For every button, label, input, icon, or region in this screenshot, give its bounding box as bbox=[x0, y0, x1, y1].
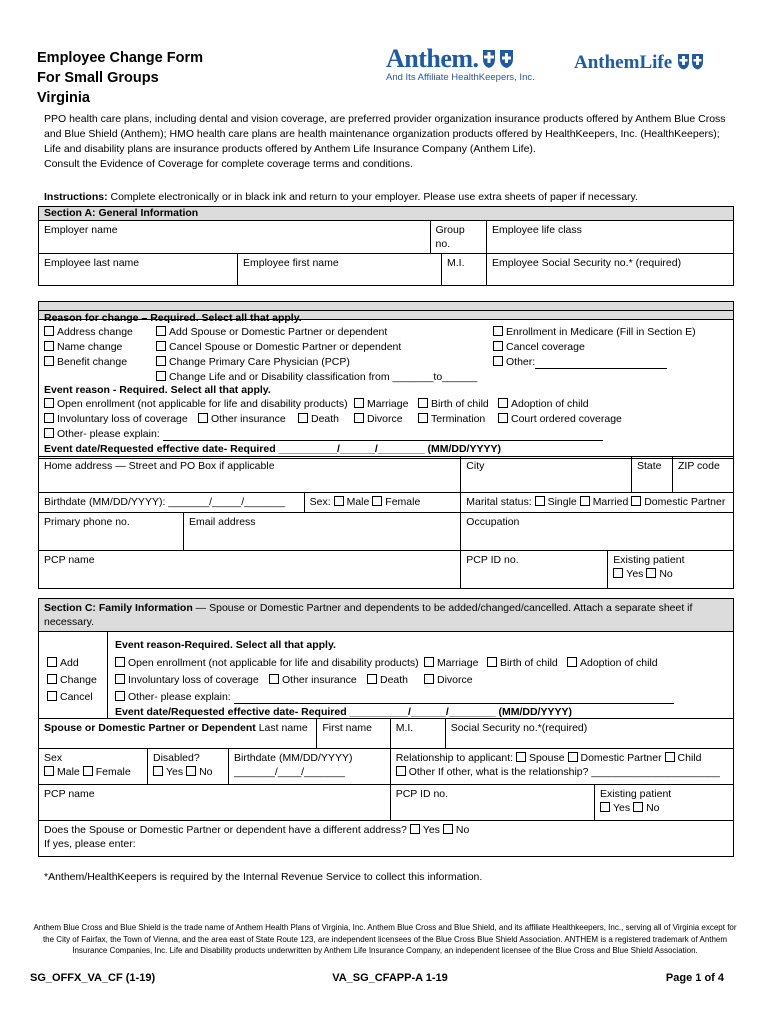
birthdate-field[interactable]: Birthdate (MM/DD/YYYY): _______/_____/_______ bbox=[39, 493, 305, 513]
dependent-birthdate-blank: _______/____/_______ bbox=[234, 766, 345, 778]
medicare-label: Enrollment in Medicare (Fill in Section E) bbox=[506, 326, 696, 338]
reason-table bbox=[38, 310, 734, 459]
dependent-female-label: Female bbox=[95, 766, 131, 778]
dependent-mi-field[interactable]: M.I. bbox=[390, 719, 445, 749]
different-address-no-checkbox[interactable] bbox=[443, 824, 453, 834]
other-insurance-option[interactable] bbox=[198, 412, 286, 426]
cancel-spouse-label: Cancel Spouse or Domestic Partner or dependent bbox=[169, 341, 402, 353]
family-other-insurance-checkbox[interactable] bbox=[269, 674, 279, 684]
different-address-field bbox=[39, 821, 734, 857]
family-change-label: Change bbox=[60, 674, 97, 686]
family-open-enrollment-option[interactable] bbox=[115, 656, 419, 670]
employer-name-field[interactable]: Employer name bbox=[39, 221, 431, 254]
female-label: Female bbox=[385, 496, 421, 508]
instructions-text: Complete electronically or in black ink and return to your employer. Please use extra sheets of paper if necessary. bbox=[107, 191, 638, 203]
court-checkbox[interactable] bbox=[498, 413, 508, 423]
divorce-checkbox[interactable] bbox=[354, 413, 364, 423]
birth-checkbox[interactable] bbox=[418, 398, 428, 408]
family-add-option[interactable] bbox=[47, 656, 79, 670]
home-address-field[interactable]: Home address — Street and PO Box if applicable bbox=[39, 457, 461, 493]
different-address-yes-checkbox[interactable] bbox=[410, 824, 420, 834]
termination-option[interactable] bbox=[418, 412, 485, 426]
occupation-field[interactable]: Occupation bbox=[461, 513, 734, 551]
family-add-checkbox[interactable] bbox=[47, 657, 57, 667]
relationship-spouse-checkbox[interactable] bbox=[516, 752, 526, 762]
family-event-date-label[interactable]: Event date/Requested effective date- Required __________/______/________ (MM/DD/YYYY) bbox=[115, 706, 572, 718]
family-other-checkbox[interactable] bbox=[115, 691, 125, 701]
blue-cross-shield-icon bbox=[481, 47, 517, 69]
group-no-field[interactable]: Group no. bbox=[430, 221, 486, 254]
event-date-label[interactable]: Event date/Requested effective date- Required __________/______/________ (MM/DD/YYYY) bbox=[44, 443, 501, 455]
dependent-pcp-id-field[interactable]: PCP ID no. bbox=[390, 785, 594, 821]
different-address-yes-label: Yes bbox=[422, 824, 440, 836]
relationship-label: Relationship to applicant: bbox=[395, 752, 514, 764]
family-marriage-checkbox[interactable] bbox=[424, 657, 434, 667]
cancel-coverage-option[interactable] bbox=[493, 340, 585, 354]
disabled-yes-label: Yes bbox=[166, 766, 184, 778]
disabled-no-checkbox[interactable] bbox=[186, 766, 196, 776]
disabled-no-label: No bbox=[199, 766, 213, 778]
dependent-last-name-field[interactable] bbox=[39, 719, 317, 749]
existing-patient-field bbox=[608, 551, 734, 589]
dependent-male-checkbox[interactable] bbox=[44, 766, 54, 776]
death-checkbox[interactable] bbox=[298, 413, 308, 423]
divorce-label: Divorce bbox=[367, 413, 403, 425]
dependent-existing-yes-checkbox[interactable] bbox=[600, 802, 610, 812]
family-adoption-option[interactable] bbox=[567, 656, 658, 670]
disabled-yes-checkbox[interactable] bbox=[153, 766, 163, 776]
life-class-field[interactable]: Employee life class bbox=[487, 221, 734, 254]
section-a-title: Section A: General Information bbox=[39, 207, 734, 221]
family-birth-option[interactable] bbox=[487, 656, 558, 670]
existing-yes-label: Yes bbox=[626, 568, 644, 580]
single-checkbox[interactable] bbox=[535, 496, 545, 506]
sex-field bbox=[304, 493, 461, 513]
family-cancel-checkbox[interactable] bbox=[47, 691, 57, 701]
anthem-life-shield-icon bbox=[677, 52, 707, 70]
family-death-label: Death bbox=[380, 674, 409, 686]
anthem-logo bbox=[386, 44, 535, 83]
family-birth-label: Birth of child bbox=[500, 657, 558, 669]
change-pcp-checkbox[interactable] bbox=[156, 356, 166, 366]
involuntary-option[interactable] bbox=[44, 412, 188, 426]
family-other-option[interactable] bbox=[115, 690, 674, 704]
relationship-child-label: Child bbox=[677, 752, 702, 764]
open-enrollment-option[interactable] bbox=[44, 397, 348, 411]
anthem-logo-word: Anthem. bbox=[386, 44, 479, 73]
existing-yes-checkbox[interactable] bbox=[613, 568, 623, 578]
pcp-name-field[interactable]: PCP name bbox=[39, 551, 461, 589]
ssn-field[interactable]: Employee Social Security no.* (required) bbox=[487, 254, 734, 286]
family-divorce-label: Divorce bbox=[437, 674, 473, 686]
marriage-option[interactable] bbox=[354, 397, 408, 411]
phone-field[interactable]: Primary phone no. bbox=[39, 513, 184, 551]
family-change-option[interactable] bbox=[47, 673, 97, 687]
open-enrollment-label: Open enrollment (not applicable for life and disability products) bbox=[57, 398, 348, 410]
change-pcp-option[interactable] bbox=[156, 355, 350, 369]
first-name-field[interactable]: Employee first name bbox=[238, 254, 442, 286]
sex-label: Sex: bbox=[309, 496, 331, 508]
family-other-label: Other- please explain: bbox=[128, 691, 231, 703]
dependent-birthdate-field[interactable] bbox=[229, 749, 391, 785]
pcp-id-field[interactable]: PCP ID no. bbox=[461, 551, 608, 589]
dependent-female-checkbox[interactable] bbox=[83, 766, 93, 776]
change-life-option[interactable] bbox=[156, 370, 477, 384]
family-add-label: Add bbox=[60, 657, 79, 669]
section-c-title-rest: — Spouse or Domestic Partner and dependents to be added/changed/cancelled. Attach a separate sheet if necessary. bbox=[44, 602, 693, 628]
name-change-option[interactable] bbox=[44, 340, 122, 354]
married-checkbox[interactable] bbox=[580, 496, 590, 506]
other-insurance-label: Other insurance bbox=[211, 413, 286, 425]
court-label: Court ordered coverage bbox=[511, 413, 622, 425]
change-life-checkbox[interactable] bbox=[156, 371, 166, 381]
reason-other-option[interactable] bbox=[493, 355, 667, 369]
family-cancel-option[interactable] bbox=[47, 690, 93, 704]
family-involuntary-checkbox[interactable] bbox=[115, 674, 125, 684]
marital-status-field bbox=[461, 493, 734, 513]
intro-paragraph-2: Consult the Evidence of Coverage for complete coverage terms and conditions. bbox=[44, 158, 413, 170]
add-spouse-option[interactable] bbox=[156, 325, 387, 339]
reason-other-checkbox[interactable] bbox=[493, 356, 503, 366]
domestic-partner-label: Domestic Partner bbox=[644, 496, 726, 508]
existing-no-label: No bbox=[659, 568, 673, 580]
intro-text bbox=[44, 112, 734, 172]
employee-details-table bbox=[38, 456, 734, 589]
divorce-option[interactable] bbox=[354, 412, 403, 426]
domestic-partner-checkbox[interactable] bbox=[631, 496, 641, 506]
relationship-domestic-checkbox[interactable] bbox=[568, 752, 578, 762]
adoption-option[interactable] bbox=[498, 397, 589, 411]
change-pcp-label: Change Primary Care Physician (PCP) bbox=[169, 356, 350, 368]
reason-title: Reason for change – Required. Select all that apply. bbox=[44, 312, 302, 324]
anthem-life-word: AnthemLife bbox=[574, 52, 673, 73]
male-checkbox[interactable] bbox=[334, 496, 344, 506]
footer-legal-text: Anthem Blue Cross and Blue Shield is the trade name of Anthem Health Plans of Virginia, Inc. Anthem Blue Cross and Blue Shield, and its affiliate Healthkeepers, Inc., serving all of Virginia except for the City of Fairfax, the Town of Vienna, and the area east of State Route 123, are independent licensees of the Blue Cross Blue Shield Association. ANTHEM is a registered trademark of Anthem Insurance Companies, Inc. Life and Disability products underwritten by Anthem Life Insurance Company, an independent licensee of the Blue Cross and Blue Shield Association. bbox=[33, 923, 737, 955]
relationship-child-checkbox[interactable] bbox=[665, 752, 675, 762]
reason-other-label: Other: bbox=[506, 356, 536, 368]
family-birth-checkbox[interactable] bbox=[487, 657, 497, 667]
other-insurance-checkbox[interactable] bbox=[198, 413, 208, 423]
family-involuntary-option[interactable] bbox=[115, 673, 259, 687]
family-open-enrollment-checkbox[interactable] bbox=[115, 657, 125, 667]
form-title bbox=[37, 48, 203, 108]
family-marriage-option[interactable] bbox=[424, 656, 478, 670]
family-other-input[interactable] bbox=[234, 703, 674, 704]
section-c-event-cell bbox=[39, 632, 734, 719]
family-change-checkbox[interactable] bbox=[47, 674, 57, 684]
dependent-existing-label: Existing patient bbox=[600, 788, 672, 800]
dependent-birthdate-label: Birthdate (MM/DD/YYYY) bbox=[234, 752, 353, 764]
irs-note: *Anthem/HealthKeepers is required by the Internal Revenue Service to collect this information. bbox=[44, 871, 483, 883]
cancel-coverage-checkbox[interactable] bbox=[493, 341, 503, 351]
city-field[interactable]: City bbox=[461, 457, 632, 493]
benefit-change-checkbox[interactable] bbox=[44, 356, 54, 366]
different-address-no-label: No bbox=[455, 824, 470, 836]
medicare-option[interactable] bbox=[493, 325, 696, 339]
relationship-spouse-label: Spouse bbox=[528, 752, 565, 764]
section-c-table bbox=[38, 598, 734, 857]
title-line-2: For Small Groups bbox=[37, 70, 159, 86]
open-enrollment-checkbox[interactable] bbox=[44, 398, 54, 408]
instructions bbox=[44, 191, 734, 203]
family-adoption-label: Adoption of child bbox=[580, 657, 658, 669]
dependent-male-label: Male bbox=[57, 766, 80, 778]
footer-page-number: Page 1 of 4 bbox=[665, 972, 724, 984]
anthem-life-logo bbox=[574, 52, 707, 74]
involuntary-checkbox[interactable] bbox=[44, 413, 54, 423]
dependent-sex-field bbox=[39, 749, 148, 785]
section-a-table bbox=[38, 206, 734, 320]
family-adoption-checkbox[interactable] bbox=[567, 657, 577, 667]
relationship-field bbox=[390, 749, 733, 785]
title-line-1: Employee Change Form bbox=[37, 50, 203, 66]
footer-form-code: SG_OFFX_VA_CF (1-19) bbox=[30, 972, 156, 984]
event-title: Event reason - Required. Select all that apply. bbox=[44, 384, 271, 396]
male-label: Male bbox=[346, 496, 370, 508]
dependent-disabled-field bbox=[148, 749, 229, 785]
birth-option[interactable] bbox=[418, 397, 489, 411]
existing-no-checkbox[interactable] bbox=[646, 568, 656, 578]
dependent-pcp-name-field[interactable]: PCP name bbox=[39, 785, 391, 821]
family-other-insurance-option[interactable] bbox=[269, 673, 357, 687]
involuntary-label: Involuntary loss of coverage bbox=[57, 413, 188, 425]
family-other-insurance-label: Other insurance bbox=[282, 674, 357, 686]
family-death-option[interactable] bbox=[367, 673, 408, 687]
zip-field[interactable]: ZIP code bbox=[673, 457, 734, 493]
address-change-checkbox[interactable] bbox=[44, 326, 54, 336]
benefit-change-option[interactable] bbox=[44, 355, 127, 369]
marriage-checkbox[interactable] bbox=[354, 398, 364, 408]
email-field[interactable]: Email address bbox=[184, 513, 461, 551]
death-label: Death bbox=[311, 413, 340, 425]
dependent-ssn-field[interactable]: Social Security no.*(required) bbox=[445, 719, 733, 749]
family-divorce-checkbox[interactable] bbox=[424, 674, 434, 684]
termination-label: Termination bbox=[431, 413, 486, 425]
dependent-last-name-label: Last name bbox=[255, 722, 308, 734]
medicare-checkbox[interactable] bbox=[493, 326, 503, 336]
existing-patient-label: Existing patient bbox=[613, 554, 685, 566]
different-address-question: Does the Spouse or Domestic Partner or dependent have a different address? bbox=[44, 824, 407, 836]
dependent-label: Spouse or Domestic Partner or Dependent bbox=[44, 722, 256, 734]
family-involuntary-label: Involuntary loss of coverage bbox=[128, 674, 259, 686]
name-change-checkbox[interactable] bbox=[44, 341, 54, 351]
relationship-other-label[interactable]: Other If other, what is the relationship? ______________________ bbox=[408, 766, 720, 778]
dependent-existing-no-label: No bbox=[646, 802, 660, 814]
family-divorce-option[interactable] bbox=[424, 673, 473, 687]
reason-cell bbox=[39, 311, 734, 459]
birth-label: Birth of child bbox=[431, 398, 489, 410]
mi-field[interactable]: M.I. bbox=[442, 254, 487, 286]
family-marriage-label: Marriage bbox=[437, 657, 479, 669]
event-other-checkbox[interactable] bbox=[44, 428, 54, 438]
death-option[interactable] bbox=[298, 412, 339, 426]
dependent-existing-patient-field bbox=[595, 785, 734, 821]
event-other-input[interactable] bbox=[163, 440, 603, 441]
change-life-label: Change Life and or Disability classification from _______to______ bbox=[169, 371, 478, 383]
female-checkbox[interactable] bbox=[372, 496, 382, 506]
cancel-coverage-label: Cancel coverage bbox=[506, 341, 585, 353]
marriage-label: Marriage bbox=[367, 398, 409, 410]
address-change-label: Address change bbox=[57, 326, 133, 338]
anthem-logo-subtitle: And Its Affiliate HealthKeepers, Inc. bbox=[386, 72, 535, 83]
dependent-sex-label: Sex bbox=[44, 752, 63, 764]
dependent-disabled-label: Disabled? bbox=[153, 752, 200, 764]
cancel-spouse-option[interactable] bbox=[156, 340, 401, 354]
section-c-title bbox=[39, 599, 734, 632]
state-field[interactable]: State bbox=[632, 457, 673, 493]
event-other-label: Other- please explain: bbox=[57, 428, 160, 440]
single-label: Single bbox=[547, 496, 577, 508]
relationship-other-checkbox[interactable] bbox=[396, 766, 406, 776]
married-label: Married bbox=[592, 496, 629, 508]
event-other-option[interactable] bbox=[44, 427, 603, 441]
title-line-3: Virginia bbox=[37, 90, 90, 106]
adoption-checkbox[interactable] bbox=[498, 398, 508, 408]
section-c-title-bold: Section C: Family Information bbox=[44, 602, 193, 614]
family-event-title: Event reason-Required. Select all that apply. bbox=[115, 639, 336, 651]
adoption-label: Adoption of child bbox=[511, 398, 589, 410]
marital-label: Marital status: bbox=[466, 496, 532, 508]
benefit-change-label: Benefit change bbox=[57, 356, 128, 368]
cancel-spouse-checkbox[interactable] bbox=[156, 341, 166, 351]
address-change-option[interactable] bbox=[44, 325, 133, 339]
footer-app-code: VA_SG_CFAPP-A 1-19 bbox=[332, 972, 448, 984]
court-option[interactable] bbox=[498, 412, 622, 426]
relationship-domestic-label: Domestic Partner bbox=[580, 752, 662, 764]
dependent-first-name-field[interactable]: First name bbox=[317, 719, 390, 749]
dependent-existing-no-checkbox[interactable] bbox=[633, 802, 643, 812]
reason-other-input[interactable] bbox=[535, 368, 667, 369]
family-open-enrollment-label: Open enrollment (not applicable for life and disability products) bbox=[128, 657, 419, 669]
add-spouse-checkbox[interactable] bbox=[156, 326, 166, 336]
last-name-field[interactable]: Employee last name bbox=[39, 254, 238, 286]
intro-paragraph-1: PPO health care plans, including dental and vision coverage, are preferred provider organization insurance products offered by Anthem Blue Cross and Blue Shield (Anthem); HMO health care plans are health maintenance organization products offered by HealthKeepers, Inc. (HealthKeepers); Life and disability plans are insurance products offered by Anthem Life Insurance Company (Anthem Life). bbox=[44, 113, 726, 155]
instructions-label: Instructions: bbox=[44, 191, 108, 203]
name-change-label: Name change bbox=[57, 341, 123, 353]
dependent-existing-yes-label: Yes bbox=[613, 802, 631, 814]
add-spouse-label: Add Spouse or Domestic Partner or dependent bbox=[169, 326, 388, 338]
family-death-checkbox[interactable] bbox=[367, 674, 377, 684]
family-cancel-label: Cancel bbox=[60, 691, 93, 703]
termination-checkbox[interactable] bbox=[418, 413, 428, 423]
if-yes-label[interactable]: If yes, please enter: bbox=[44, 838, 136, 850]
